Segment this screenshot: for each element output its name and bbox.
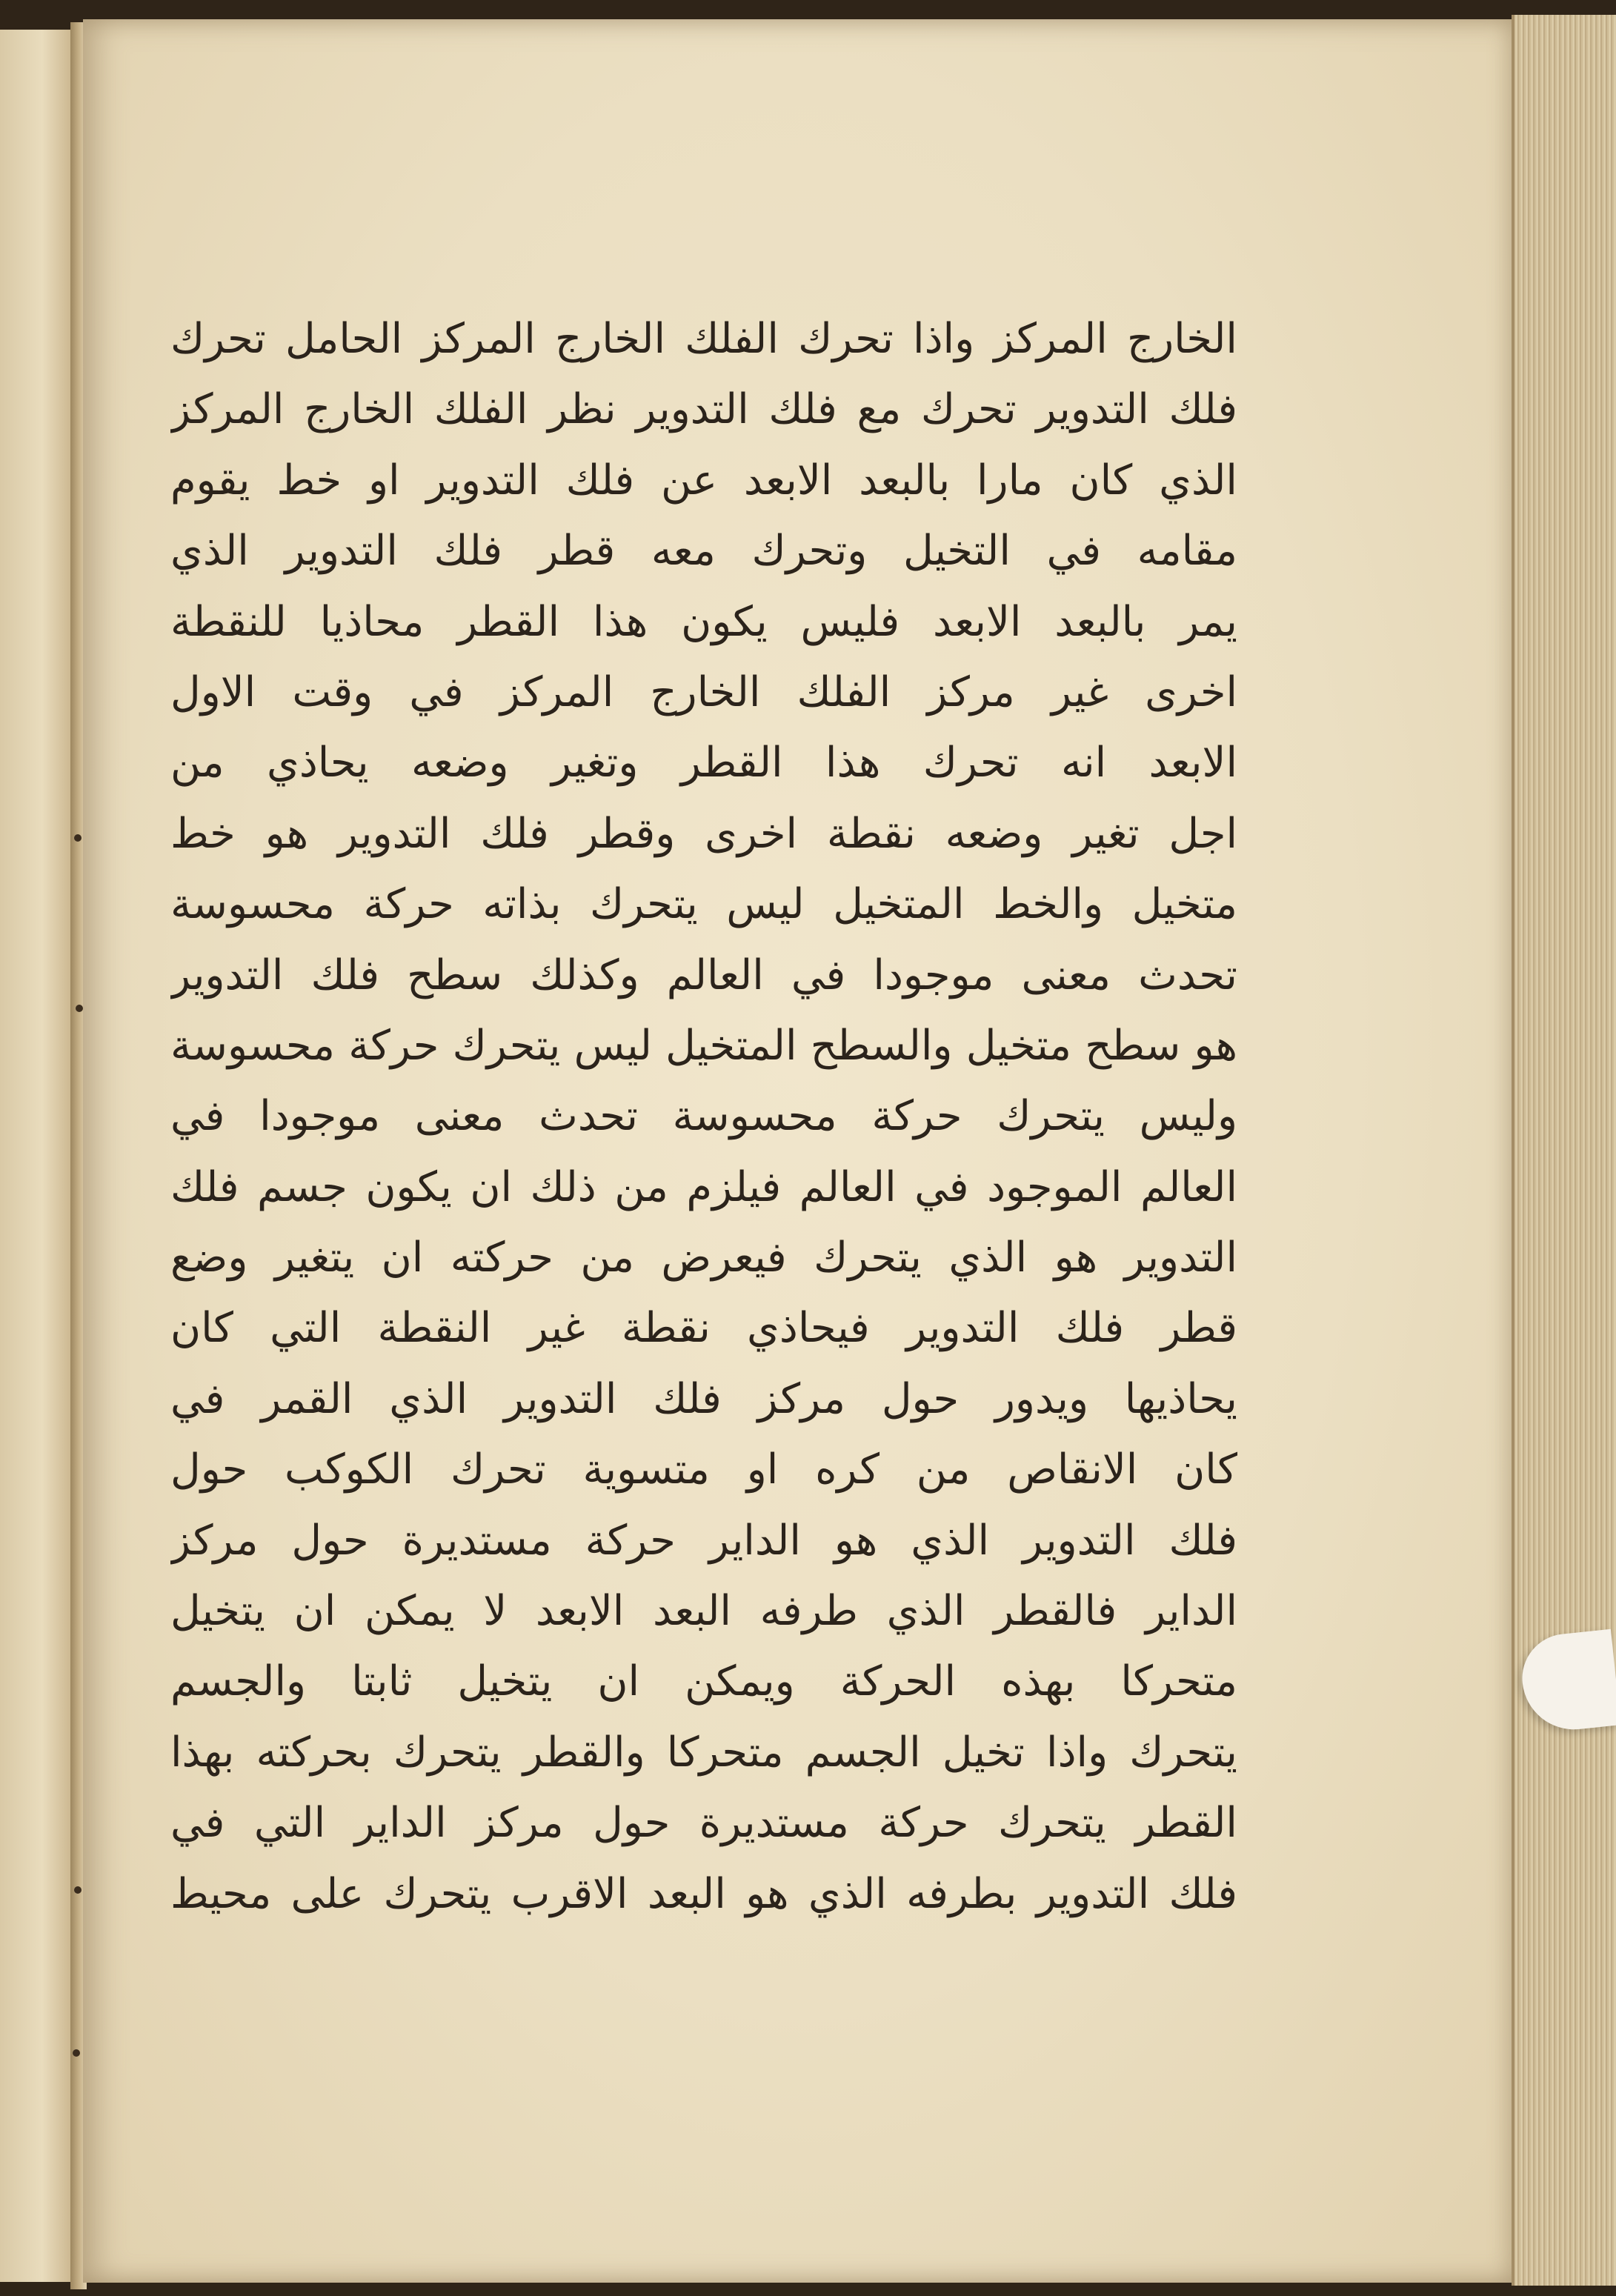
text-line: تحدث معنى موجودا في العالم وكذلك سطح فلك التدوير [170,951,1237,999]
text-line: فلك التدوير تحرك مع فلك التدوير نظر الفلك الخارج المركز [170,385,1237,434]
text-line: قطر فلك التدوير فيحاذي نقطة غير النقطة التي كان [170,1304,1237,1353]
text-line: العالم الموجود في العالم فيلزم من ذلك ان يكون جسم فلك [170,1162,1237,1211]
text-line: متحركا بهذه الحركة ويمكن ان يتخيل ثابتا والجسم [170,1657,1237,1706]
text-line: فلك التدوير بطرفه الذي هو البعد الاقرب يتحرك على محيط [170,1869,1237,1918]
text-line: هو سطح متخيل والسطح المتخيل ليس يتحرك حركة محسوسة [170,1021,1237,1070]
text-line: اجل تغير وضعه نقطة اخرى وقطر فلك التدوير هو خط [170,809,1237,858]
text-line: متخيل والخط المتخيل ليس يتحرك بذاته حركة محسوسة [170,880,1237,929]
text-line: الداير فالقطر الذي طرفه البعد الابعد لا يمكن ان يتخيل [170,1587,1237,1636]
text-line: مقامه في التخيل وتحرك معه قطر فلك التدوير الذي [170,527,1237,576]
text-line: يحاذيها ويدور حول مركز فلك التدوير الذي القمر في [170,1374,1237,1423]
arabic-text-block [170,304,1237,2000]
text-line: كان الانقاص من كره او متسوية تحرك الكوكب حول [170,1445,1237,1494]
binding-hole [74,834,82,842]
text-line: الذي كان مارا بالبعد الابعد عن فلك التدوير او خط يقوم [170,456,1237,505]
text-line: يتحرك واذا تخيل الجسم متحركا والقطر يتحرك بحركته بهذا [170,1728,1237,1777]
text-line: القطر يتحرك حركة مستديرة حول مركز الداير التي في [170,1799,1237,1848]
binding-hole [73,2049,80,2057]
text-line: وليس يتحرك حركة محسوسة تحدث معنى موجودا في [170,1092,1237,1141]
text-line: اخرى غير مركز الفلك الخارج المركز في وقت الاول [170,668,1237,716]
previous-page-edge [0,30,73,2282]
page-stack-edges [1512,15,1616,2286]
binding-hole [74,1886,82,1894]
text-line: فلك التدوير الذي هو الداير حركة مستديرة حول مركز [170,1516,1237,1565]
text-line: الابعد انه تحرك هذا القطر وتغير وضعه يحاذي من [170,739,1237,788]
text-line: التدوير هو الذي يتحرك فيعرض من حركته ان يتغير وضع [170,1234,1237,1282]
text-line: الخارج المركز واذا تحرك الفلك الخارج المركز الحامل تحرك [170,315,1237,363]
binding-hole [76,1005,83,1012]
text-line: يمر بالبعد الابعد فليس يكون هذا القطر محاذيا للنقطة [170,597,1237,646]
